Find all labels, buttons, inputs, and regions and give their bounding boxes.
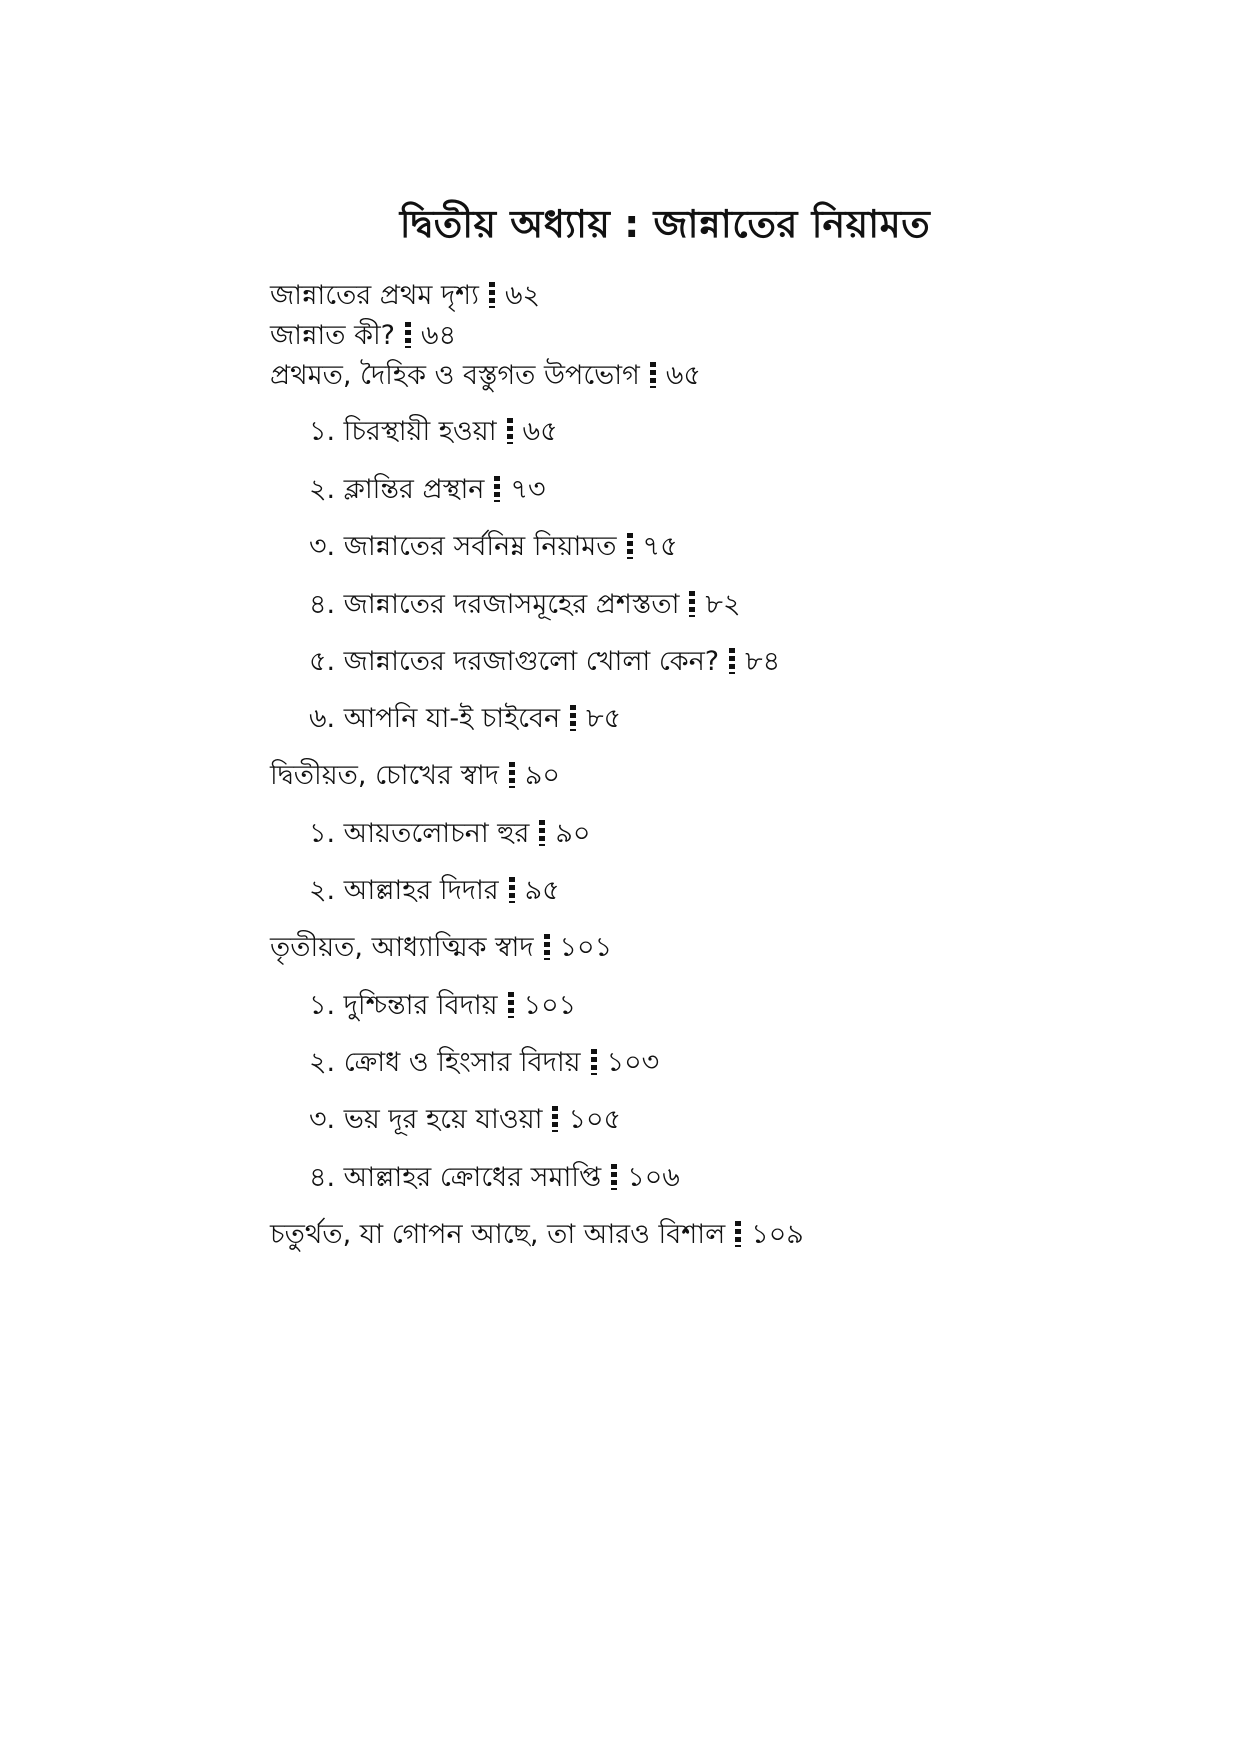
toc-entry-title: দ্বিতীয়ত, চোখের স্বাদ bbox=[270, 760, 499, 791]
toc-entry-title: ২. ক্লান্তির প্রস্থান bbox=[309, 474, 485, 505]
toc-entry-page-number: ৬৪ bbox=[421, 320, 457, 351]
toc-entry-title: ৪. আল্লাহর ক্রোধের সমাপ্তি bbox=[309, 1162, 602, 1193]
dotted-separator-icon bbox=[627, 533, 633, 559]
toc-entry-title: তৃতীয়ত, আধ্যাত্মিক স্বাদ bbox=[270, 932, 534, 963]
dotted-separator-icon bbox=[405, 322, 411, 348]
dotted-separator-icon bbox=[509, 877, 515, 903]
toc-entry bbox=[270, 356, 701, 396]
toc-entry-page-number: ৯০ bbox=[555, 818, 591, 849]
toc-entry bbox=[309, 1158, 680, 1198]
toc-entry-page-number: ৮৪ bbox=[745, 646, 781, 677]
toc-entry-title: ৫. জান্নাতের দরজাগুলো খোলা কেন? bbox=[309, 646, 720, 677]
toc-entry-title: ১. আয়তলোচনা হুর bbox=[309, 818, 530, 849]
toc-entry-title: ১. চিরস্থায়ী হওয়া bbox=[309, 416, 497, 447]
toc-entry bbox=[270, 928, 612, 968]
dotted-separator-icon bbox=[611, 1164, 617, 1190]
dotted-separator-icon bbox=[509, 762, 515, 788]
toc-entry bbox=[309, 814, 590, 854]
toc-entry-page-number: ৭৫ bbox=[642, 531, 678, 562]
dotted-separator-icon bbox=[489, 282, 495, 308]
toc-entry-page-number: ৬৫ bbox=[522, 416, 558, 447]
toc-entry-page-number: ১০৫ bbox=[568, 1104, 622, 1135]
toc-entry-page-number: ১০১ bbox=[523, 990, 577, 1021]
toc-entry bbox=[309, 1043, 659, 1083]
toc-entry-title: প্রথমত, দৈহিক ও বস্তুগত উপভোগ bbox=[270, 360, 640, 391]
toc-entry bbox=[270, 316, 456, 356]
toc-entry-title: ২. ক্রোধ ও হিংসার বিদায় bbox=[309, 1047, 581, 1078]
toc-entry bbox=[270, 276, 540, 316]
dotted-separator-icon bbox=[508, 992, 514, 1018]
toc-entry-page-number: ৯৫ bbox=[524, 875, 560, 906]
dotted-separator-icon bbox=[650, 362, 656, 388]
toc-entry bbox=[309, 470, 546, 510]
toc-entry bbox=[309, 986, 576, 1026]
dotted-separator-icon bbox=[507, 418, 513, 444]
dotted-separator-icon bbox=[494, 476, 500, 502]
toc-entry-page-number: ১০৬ bbox=[627, 1162, 680, 1193]
toc-entry bbox=[309, 1100, 621, 1140]
toc-entry-title: ৬. আপনি যা-ই চাইবেন bbox=[309, 703, 561, 734]
toc-entry-page-number: ৬২ bbox=[504, 280, 541, 311]
dotted-separator-icon bbox=[591, 1049, 597, 1075]
toc-entry bbox=[309, 585, 741, 625]
dotted-separator-icon bbox=[729, 648, 735, 674]
toc-entry-title: জান্নাতের প্রথম দৃশ্য bbox=[270, 280, 479, 311]
toc-entry-title: ২. আল্লাহর দিদার bbox=[309, 875, 499, 906]
chapter-title: দ্বিতীয় অধ্যায় : জান্নাতের নিয়ামত bbox=[399, 202, 931, 246]
toc-entry bbox=[309, 871, 560, 911]
toc-entry bbox=[309, 642, 780, 682]
dotted-separator-icon bbox=[735, 1221, 741, 1247]
toc-entry bbox=[309, 527, 678, 567]
toc-entry bbox=[270, 1215, 804, 1255]
toc-entry-page-number: ৬৫ bbox=[665, 360, 701, 391]
toc-entry-title: ৩. ভয় দূর হয়ে যাওয়া bbox=[309, 1104, 543, 1135]
dotted-separator-icon bbox=[552, 1106, 558, 1132]
toc-entry-title: ৩. জান্নাতের সর্বনিম্ন নিয়ামত bbox=[309, 531, 617, 562]
toc-entry bbox=[309, 699, 621, 739]
dotted-separator-icon bbox=[689, 591, 695, 617]
dotted-separator-icon bbox=[539, 820, 545, 846]
toc-entry bbox=[270, 756, 560, 796]
toc-entry-page-number: ৭৩ bbox=[510, 474, 546, 505]
toc-entry-page-number: ৮৫ bbox=[586, 703, 622, 734]
toc-entry-page-number: ১০৩ bbox=[606, 1047, 660, 1078]
toc-entry-title: ৪. জান্নাতের দরজাসমূহের প্রশস্ততা bbox=[309, 589, 680, 620]
toc-entry-page-number: ১০১ bbox=[559, 932, 613, 963]
toc-entry-title: ১. দুশ্চিন্তার বিদায় bbox=[309, 990, 498, 1021]
toc-entry-title: জান্নাত কী? bbox=[270, 320, 396, 351]
toc-entry-title: চতুর্থত, যা গোপন আছে, তা আরও বিশাল bbox=[270, 1219, 726, 1250]
toc-entry-page-number: ৮২ bbox=[705, 589, 741, 620]
toc-entry-page-number: ১০৯ bbox=[751, 1219, 804, 1250]
toc-entry bbox=[309, 412, 558, 452]
toc-entry-page-number: ৯০ bbox=[524, 760, 560, 791]
dotted-separator-icon bbox=[544, 934, 550, 960]
dotted-separator-icon bbox=[570, 705, 576, 731]
